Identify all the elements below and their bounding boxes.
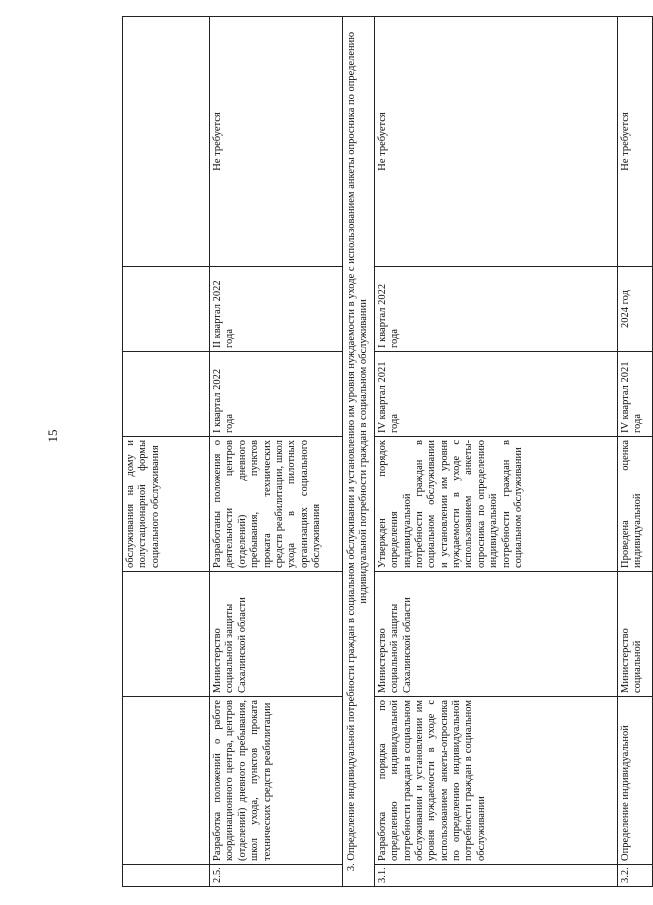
end-cell: I квартал 2022 года (374, 267, 617, 352)
executor-cell (123, 572, 210, 697)
funding-cell: Не требуется (374, 17, 617, 267)
table-row (617, 17, 652, 887)
measure-cell: Разработка положений о работе координационного центра, центров (отделений) дневного пребывания, школ ухода, пунктов проката технических средств реабилитации (210, 697, 343, 865)
num-cell: 2.5. (210, 865, 343, 887)
measure-cell: Разработка порядка по определению индивидуальной потребности граждан в социальном обслуживании и установлении им уровня нуждаемости в уходе с использованием анкеты-опросника по определению индивидуальной потребности граждан в социальном обслуживании (374, 697, 617, 865)
section-title: 3. Определение индивидуальной потребности граждан в социальном обслуживании и установлению им уровня нуждаемости в уходе с использованием анкеты опросника по определению индивидуальной потребности граждан в социальном обслуживании (343, 17, 375, 887)
start-cell: IV квартал 2021 года (617, 352, 652, 437)
start-cell: IV квартал 2021 года (374, 352, 617, 437)
start-cell: I квартал 2022 года (210, 352, 343, 437)
result-cell: обслуживания на дому и полустационарной формы социального обслуживания (123, 437, 210, 572)
end-cell: II квартал 2022 года (210, 267, 343, 352)
executor-cell: Министерство социальной защиты Сахалинской области (210, 572, 343, 697)
plan-table (122, 16, 653, 887)
executor-cell: Министерство социальной (617, 572, 652, 697)
end-cell (123, 267, 210, 352)
funding-cell: Не требуется (617, 17, 652, 267)
measure-cell (123, 697, 210, 865)
table-row (123, 17, 210, 887)
end-cell: 2024 год (617, 267, 652, 352)
plan-table-sheet (122, 17, 644, 887)
executor-cell: Министерство социальной защиты Сахалинской области (374, 572, 617, 697)
start-cell (123, 352, 210, 437)
table-row (374, 17, 617, 887)
funding-cell: Не требуется (210, 17, 343, 267)
num-cell: 3.1. (374, 865, 617, 887)
result-cell: Разработаны положения о деятельности центров (отделений) дневного пребывания, пунктов проката технических средств реабилитации, школ ухода в пилотных организациях социального обслуживания (210, 437, 343, 572)
result-cell: Утвержден порядок определения индивидуальной потребности граждан в социальном обслуживании и установлении им уровня нуждаемости в уходе с использованием анкеты-опросника по определению индивидуальной потребности граждан в социальном обслуживании (374, 437, 617, 572)
page-number: 15 (45, 429, 60, 443)
num-cell: 3.2. (617, 865, 652, 887)
result-cell: Проведена оценка индивидуальной (617, 437, 652, 572)
funding-cell (123, 17, 210, 267)
num-cell (123, 865, 210, 887)
measure-cell: Определение индивидуальной (617, 697, 652, 865)
section-row (343, 17, 375, 887)
table-row (210, 17, 343, 887)
